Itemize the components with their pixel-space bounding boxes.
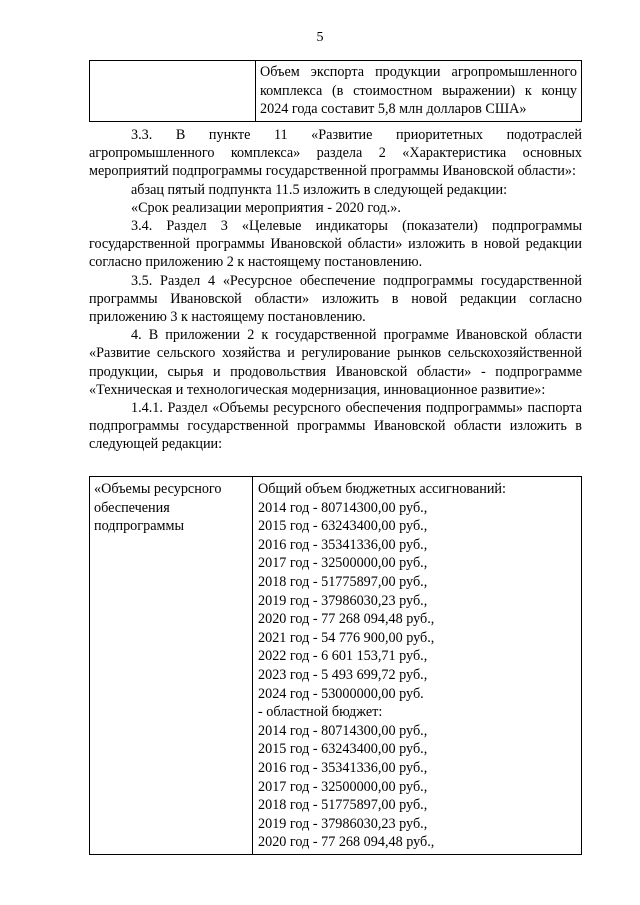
document-body <box>89 126 582 454</box>
resource-volumes-table <box>89 476 582 855</box>
budget-line: 2023 год - 5 493 699,72 руб., <box>258 666 428 683</box>
export-volume-table <box>89 60 582 122</box>
budget-line: 2020 год - 77 268 094,48 руб., <box>258 834 435 851</box>
budget-line: 2024 год - 53000000,00 руб. <box>258 685 424 702</box>
table-row <box>90 477 582 855</box>
regional-budget-heading: - областной бюджет: <box>258 704 383 721</box>
budget-total-heading: Общий объем бюджетных ассигнований: <box>258 481 506 497</box>
budget-line: 2016 год - 35341336,00 руб., <box>258 759 428 776</box>
label-line: «Объемы ресурсного <box>94 481 222 497</box>
budget-line: 2022 год - 6 601 153,71 руб., <box>258 648 428 665</box>
table-row <box>90 61 582 122</box>
budget-line: 2021 год - 54 776 900,00 руб., <box>258 629 435 646</box>
budget-line: 2014 год - 80714300,00 руб., <box>258 722 428 739</box>
budget-line: 2015 год - 63243400,00 руб., <box>258 741 428 758</box>
label-line: подпрограммы <box>94 518 184 535</box>
table-cell-empty <box>90 61 256 122</box>
budget-allocations-cell <box>253 477 582 855</box>
paragraph-4: 4. В приложении 2 к государственной программе Ивановской области «Развитие сельского хозяйства и регулирование рынков сельскохозяйственной продукции, сырья и продовольствия Ивановской области» - подпрограмме «Техническая и технологическая модернизация, инновационное развитие»: <box>89 327 582 398</box>
budget-line: 2015 год - 63243400,00 руб., <box>258 518 428 535</box>
export-volume-text: Объем экспорта продукции агропромышленного комплекса (в стоимостном выражении) к концу 2024 года составит 5,8 млн долларов США» <box>256 61 582 122</box>
paragraph-3-4: 3.4. Раздел 3 «Целевые индикаторы (показатели) подпрограммы государственной программы Ивановской области» изложить в новой редакции согласно приложению 2 к настоящему постановлению. <box>89 218 582 271</box>
paragraph-1-4-1: 1.4.1. Раздел «Объемы ресурсного обеспечения подпрограммы» паспорта подпрограммы государственной программы Ивановской области изложить в следующей редакции: <box>89 400 582 453</box>
paragraph-3-5: 3.5. Раздел 4 «Ресурсное обеспечение подпрограммы государственной программы Ивановской области» изложить в новой редакции согласно приложению 3 к настоящему постановлению. <box>89 272 582 326</box>
page-number: 5 <box>316 30 324 45</box>
paragraph-srok: «Срок реализации мероприятия - 2020 год.». <box>131 199 401 216</box>
resource-volumes-label <box>90 477 253 855</box>
budget-line: 2018 год - 51775897,00 руб., <box>258 573 428 590</box>
paragraph-3-3: 3.3. В пункте 11 «Развитие приоритетных подотраслей агропромышленного комплекса» раздела 2 «Характеристика основных мероприятий подпрограммы государственной программы Ивановской области»: <box>89 127 582 180</box>
budget-line: 2019 год - 37986030,23 руб., <box>258 592 428 609</box>
paragraph-abzac: абзац пятый подпункта 11.5 изложить в следующей редакции: <box>131 181 508 198</box>
budget-line: 2017 год - 32500000,00 руб., <box>258 778 428 795</box>
label-line: обеспечения <box>94 499 170 516</box>
budget-line: 2020 год - 77 268 094,48 руб., <box>258 611 435 628</box>
budget-line: 2017 год - 32500000,00 руб., <box>258 555 428 572</box>
budget-line: 2014 год - 80714300,00 руб., <box>258 499 428 516</box>
budget-line: 2016 год - 35341336,00 руб., <box>258 536 428 553</box>
budget-line: 2018 год - 51775897,00 руб., <box>258 797 428 814</box>
budget-line: 2019 год - 37986030,23 руб., <box>258 815 428 832</box>
